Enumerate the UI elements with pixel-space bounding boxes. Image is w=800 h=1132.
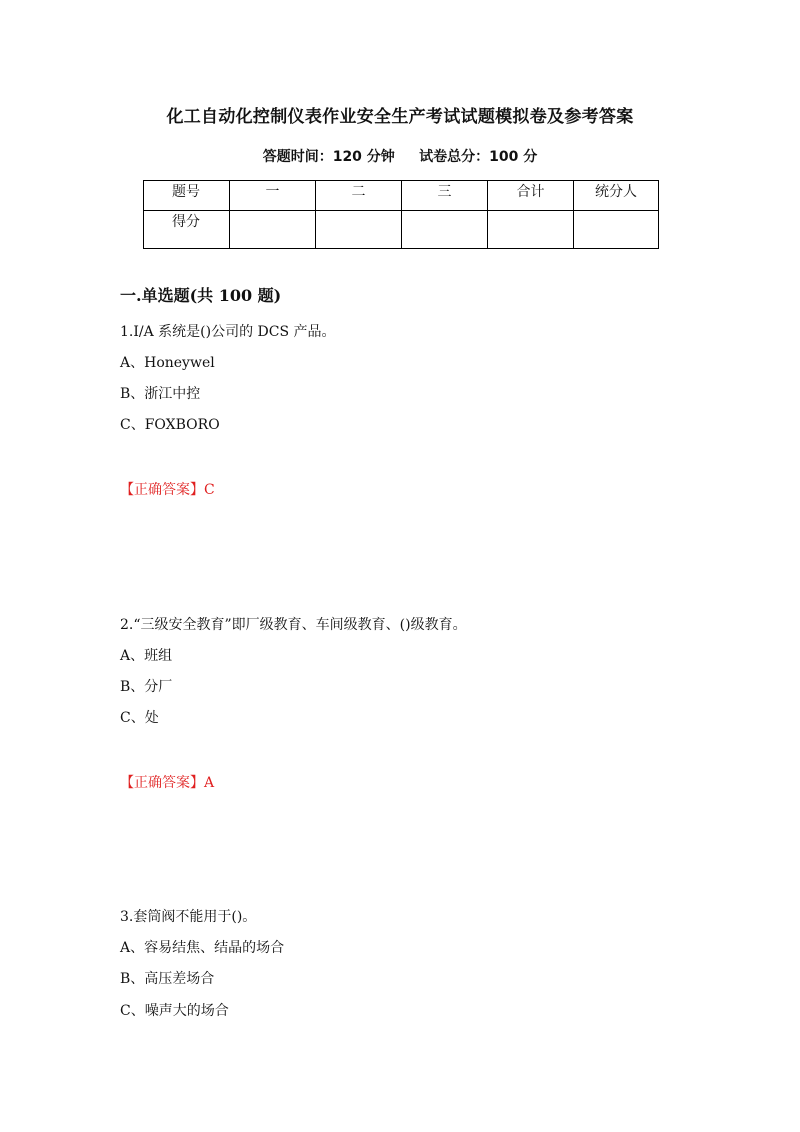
score-table — [143, 180, 659, 249]
answer-option: C、噪声大的场合 — [120, 1003, 229, 1019]
score-table-header-row — [144, 181, 659, 211]
score-cell — [574, 211, 659, 249]
correct-answer: 【正确答案】C — [120, 482, 215, 498]
header-cell-scorer: 统分人 — [574, 181, 659, 211]
answer-option: B、高压差场合 — [120, 971, 215, 987]
score-table-score-row — [144, 211, 659, 249]
answer-option: A、容易结焦、结晶的场合 — [120, 940, 285, 956]
score-cell — [316, 211, 402, 249]
question-stem: 2.“三级安全教育”即厂级教育、车间级教育、()级教育。 — [120, 617, 467, 633]
header-cell-part-2: 二 — [316, 181, 402, 211]
document-title: 化工自动化控制仪表作业安全生产考试试题模拟卷及参考答案 — [166, 107, 634, 127]
answer-option: A、班组 — [120, 648, 173, 664]
answer-option: B、分厂 — [120, 679, 173, 695]
question-stem: 1.I/A 系统是()公司的 DCS 产品。 — [120, 324, 336, 340]
answer-option: B、浙江中控 — [120, 386, 201, 402]
correct-answer: 【正确答案】A — [120, 775, 215, 791]
score-cell — [488, 211, 574, 249]
score-cell — [402, 211, 488, 249]
answer-option: C、处 — [120, 710, 159, 726]
header-cell-total: 合计 — [488, 181, 574, 211]
exam-info: 答题时间：120 分钟 试卷总分：100 分 — [262, 149, 538, 165]
section-heading: 一.单选题(共 100 题) — [120, 286, 282, 305]
score-cell — [230, 211, 316, 249]
header-cell-question-no: 题号 — [144, 181, 230, 211]
answer-option: C、FOXBORO — [120, 417, 220, 433]
answer-option: A、Honeywel — [120, 355, 215, 371]
header-cell-part-1: 一 — [230, 181, 316, 211]
header-cell-part-3: 三 — [402, 181, 488, 211]
score-row-label: 得分 — [144, 211, 230, 249]
question-stem: 3.套筒阀不能用于()。 — [120, 909, 257, 925]
